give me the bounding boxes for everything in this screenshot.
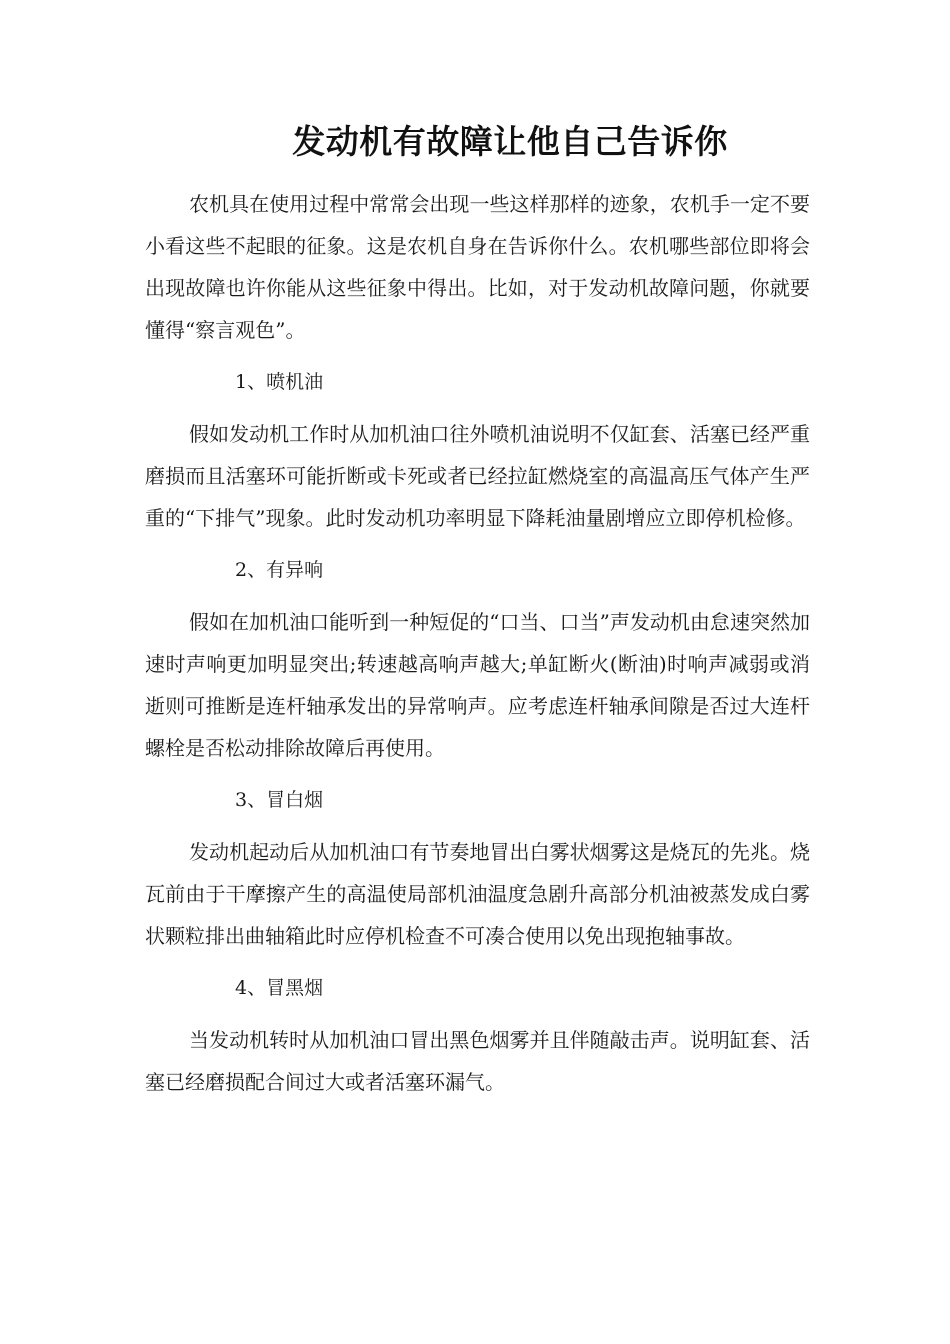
- section-heading-1: 1、喷机油: [235, 371, 324, 393]
- section-paragraph-1: 假如发动机工作时从加机油口往外喷机油说明不仅缸套、活塞已经严重磨损而且活塞环可能折断或卡死或者已经拉缸燃烧室的高温高压气体产生严重的“下排气”现象。此时发动机功率明显下降耗油量剧增应立即停机检修。: [145, 422, 810, 530]
- section-heading-2: 2、有异响: [235, 559, 324, 581]
- section-paragraph-4: 当发动机转时从加机油口冒出黑色烟雾并且伴随敲击声。说明缸套、活塞已经磨损配合间过大或者活塞环漏气。: [145, 1028, 810, 1094]
- intro-paragraph: 农机具在使用过程中常常会出现一些这样那样的迹象，农机手一定不要小看这些不起眼的征象。这是农机自身在告诉你什么。农机哪些部位即将会出现故障也许你能从这些征象中得出。比如，对于发动机故障问题，你就要懂得“察言观色”。: [145, 192, 810, 342]
- document-title: 发动机有故障让他自己告诉你: [292, 122, 728, 161]
- section-paragraph-2: 假如在加机油口能听到一种短促的“口当、口当”声发动机由怠速突然加速时声响更加明显突出;转速越高响声越大;单缸断火(断油)时响声减弱或消逝则可推断是连杆轴承发出的异常响声。应考虑连杆轴承间隙是否过大连杆螺栓是否松动排除故障后再使用。: [145, 610, 810, 760]
- section-heading-3: 3、冒白烟: [235, 789, 324, 811]
- document-body: [145, 183, 810, 1113]
- section-heading-4: 4、冒黑烟: [235, 977, 324, 999]
- section-paragraph-3: 发动机起动后从加机油口有节奏地冒出白雾状烟雾这是烧瓦的先兆。烧瓦前由于干摩擦产生的高温使局部机油温度急剧升高部分机油被蒸发成白雾状颗粒排出曲轴箱此时应停机检查不可凑合使用以免出现抱轴事故。: [145, 840, 810, 948]
